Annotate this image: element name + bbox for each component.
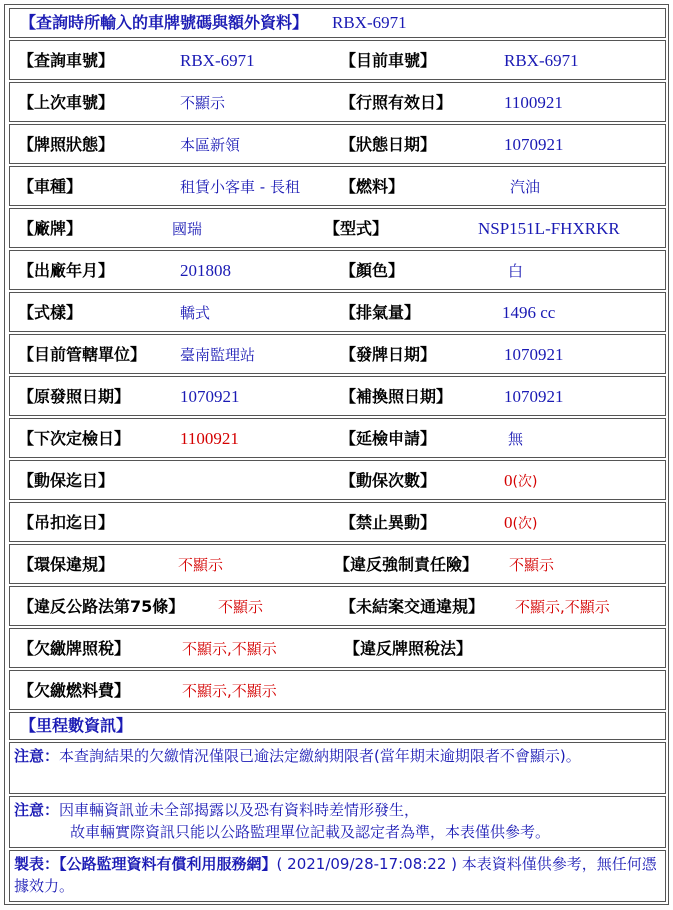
title-label: 【查詢時所輸入的車牌號碼與額外資料】 <box>20 13 309 32</box>
row-value: 轎式 <box>180 304 211 322</box>
footer-head: 製表： <box>14 855 60 873</box>
row-label: 【補換照日期】 <box>340 387 453 406</box>
note-2-line2: 故車輛實際資訊只能以公路監理單位記載及認定者為準，本表僅供參考。 <box>70 823 551 841</box>
row-label: 【違反強制責任險】 <box>334 555 479 574</box>
row-label: 【廠牌】 <box>18 219 83 238</box>
row-value: 1070921 <box>180 387 240 406</box>
row-highway-law <box>9 586 666 626</box>
row-value: NSP151L-FHXRKR <box>478 219 620 238</box>
mileage-label: 【里程數資訊】 <box>20 716 133 735</box>
row-value: 不顯示 <box>218 598 264 616</box>
note-1 <box>9 742 666 794</box>
row-value: 1070921 <box>504 345 564 364</box>
row-vehicle-type <box>9 166 666 206</box>
note-2 <box>9 796 666 848</box>
row-value: 1070921 <box>504 387 564 406</box>
row-label: 【欠繳牌照稅】 <box>18 639 131 658</box>
row-label: 【原發照日期】 <box>18 387 131 406</box>
footer-service: 【公路監理資料有償利用服務網】 <box>59 855 277 873</box>
row-label: 【欠繳燃料費】 <box>18 681 131 700</box>
row-label: 【下次定檢日】 <box>18 429 131 448</box>
row-label: 【牌照狀態】 <box>18 135 115 154</box>
row-value: 不顯示 <box>180 94 226 112</box>
row-fuel-fee <box>9 670 666 710</box>
row-value: 不顯示 <box>509 556 555 574</box>
row-label: 【燃料】 <box>340 177 405 196</box>
row-label: 【禁止異動】 <box>340 513 437 532</box>
row-value: 汽油 <box>510 178 541 196</box>
row-value: 201808 <box>180 261 231 280</box>
row-label: 【行照有效日】 <box>340 93 453 112</box>
row-issue-date <box>9 376 666 416</box>
mileage-row <box>9 712 666 740</box>
note-1-head: 注意： <box>14 747 60 765</box>
row-suspension <box>9 502 666 542</box>
row-label: 【動保迄日】 <box>18 471 115 490</box>
row-value: 不顯示,不顯示 <box>515 598 610 616</box>
row-label: 【上次車號】 <box>18 93 115 112</box>
row-manufacture-date <box>9 250 666 290</box>
row-value: 白 <box>508 262 524 280</box>
row-previous-plate <box>9 82 666 122</box>
row-value: 租賃小客車 - 長租 <box>180 178 300 196</box>
row-value: RBX-6971 <box>180 51 255 70</box>
row-lien <box>9 460 666 500</box>
row-label: 【車種】 <box>18 177 83 196</box>
row-label: 【延檢申請】 <box>340 429 437 448</box>
row-label: 【排氣量】 <box>340 303 421 322</box>
row-label: 【查詢車號】 <box>18 51 115 70</box>
row-label: 【出廠年月】 <box>18 261 115 280</box>
row-value: 臺南監理站 <box>180 346 256 364</box>
row-value: 不顯示 <box>178 556 224 574</box>
row-label: 【顏色】 <box>340 261 405 280</box>
row-plate-status <box>9 124 666 164</box>
title-plate: RBX-6971 <box>332 13 407 32</box>
row-value: 0(次) <box>504 471 538 490</box>
row-value: 不顯示,不顯示 <box>182 640 277 658</box>
row-label: 【發牌日期】 <box>340 345 437 364</box>
footer-text: ( 2021/09/28-17:08:22 ) 本表資料僅供參考，無任何憑據效力。 <box>14 855 657 895</box>
row-environment <box>9 544 666 584</box>
row-label: 【目前管轄單位】 <box>18 345 147 364</box>
row-label: 【吊扣迄日】 <box>18 513 115 532</box>
row-value: 1496 cc <box>502 303 556 322</box>
row-value: 不顯示,不顯示 <box>182 682 277 700</box>
row-label: 【未結案交通違規】 <box>340 597 485 616</box>
row-label: 【狀態日期】 <box>340 135 437 154</box>
row-value: 1070921 <box>504 135 564 154</box>
row-value: 本區新領 <box>180 136 241 154</box>
note-1-text: 本查詢結果的欠繳情況僅限已逾法定繳納期限者(當年期末逾期限者不會顯示)。 <box>59 747 581 765</box>
row-label: 【目前車號】 <box>340 51 437 70</box>
row-label: 【環保違規】 <box>18 555 115 574</box>
row-jurisdiction <box>9 334 666 374</box>
row-value: 1100921 <box>180 429 239 448</box>
row-value: 無 <box>508 430 524 448</box>
row-brand <box>9 208 666 248</box>
row-label: 【型式】 <box>324 219 389 238</box>
row-label: 【違反公路法第75條】 <box>18 597 185 616</box>
row-label: 【式樣】 <box>18 303 83 322</box>
row-label: 【動保次數】 <box>340 471 437 490</box>
row-value: 0(次) <box>504 513 538 532</box>
footer <box>9 850 666 902</box>
row-value: RBX-6971 <box>504 51 579 70</box>
title-row <box>9 8 666 38</box>
row-label: 【違反牌照稅法】 <box>344 639 473 658</box>
row-value: 1100921 <box>504 93 563 112</box>
row-body-style <box>9 292 666 332</box>
note-2-head: 注意： <box>14 801 60 819</box>
note-2-line1: 因車輛資訊並未全部揭露以及恐有資料時差情形發生， <box>59 801 420 819</box>
row-license-tax <box>9 628 666 668</box>
row-plate <box>9 40 666 80</box>
row-value: 國瑞 <box>172 220 203 238</box>
row-inspection <box>9 418 666 458</box>
